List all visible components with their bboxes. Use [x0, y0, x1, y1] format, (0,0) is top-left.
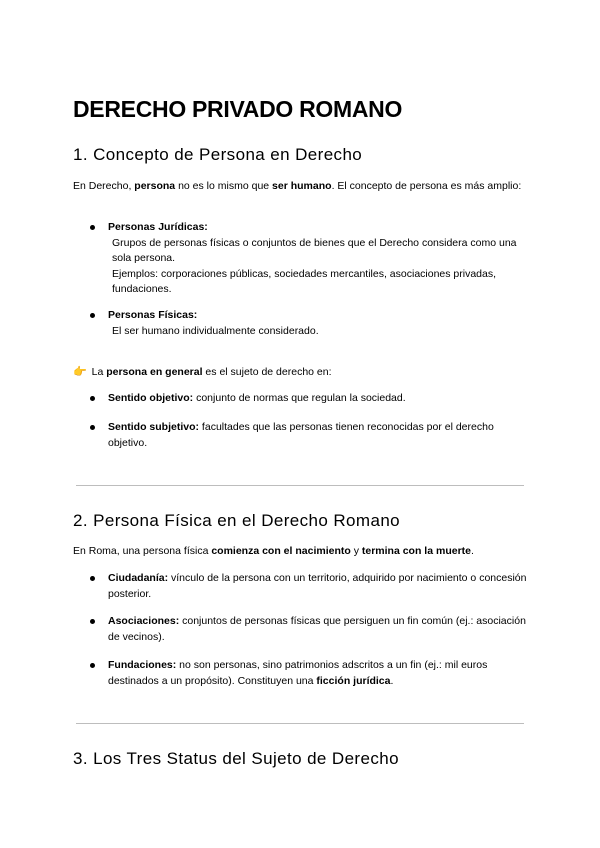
bullet-icon: [90, 663, 95, 668]
section-2-intro: En Roma, una persona física comienza con el nacimiento y termina con la muerte.: [73, 545, 474, 557]
divider: [76, 485, 524, 486]
bullet-icon: [90, 396, 95, 401]
divider: [76, 723, 524, 724]
bullet-icon: [90, 619, 95, 624]
section-3-heading: 3. Los Tres Status del Sujeto de Derecho: [73, 749, 399, 768]
document-page: DERECHO PRIVADO ROMANO 1. Concepto de Persona en Derecho En Derecho, persona no es lo mismo que ser humano. El concepto de persona es más amplio: Personas Jurídicas: Grupos de personas físicas o conjuntos de bienes que el Derecho considera como una sola persona. Ejemplos: corporaciones públicas, sociedades mercantiles, asociaciones privadas, fundaciones. Personas Físicas: El ser humano individualmente considerado. 👉 La persona en general es el sujeto de derecho en: Sentido objetivo: conjunto de normas que regulan la sociedad. Sentido subjetivo: facultades que las personas tienen reconocidas por el derecho objetivo. 2. Persona Física en el Derecho Romano En Roma, una persona física comienza con el nacimiento y termina con la muerte. Ciudadanía: vínculo de la persona con un territorio, adquirido por nacimiento o concesión posterior. Asociaciones: conjuntos de personas físicas que persiguen un fin común (ej.: asociación de vecinos). Fundaciones: no son personas, sino patrimonios adscritos a un fin (ej.: mil euros destinados a un propósito). Constituyen una ficción jurídica. 3. Los Tres Status del Sujeto de Derecho: [73, 96, 527, 768]
bullet-icon: [90, 576, 95, 581]
pointing-hand-icon: 👉: [73, 366, 87, 378]
bullet-icon: [90, 425, 95, 430]
bullet-icon: [90, 225, 95, 230]
section-2-heading: 2. Persona Física en el Derecho Romano: [73, 511, 401, 530]
document-title: DERECHO PRIVADO ROMANO: [73, 96, 403, 122]
section-1-intro: En Derecho, persona no es lo mismo que ser humano. El concepto de persona es más amplio:: [73, 180, 522, 192]
bullet-icon: [90, 313, 95, 318]
section-1-heading: 1. Concepto de Persona en Derecho: [73, 145, 363, 164]
persona-general-paragraph: 👉 La persona en general es el sujeto de derecho en:: [73, 366, 332, 378]
